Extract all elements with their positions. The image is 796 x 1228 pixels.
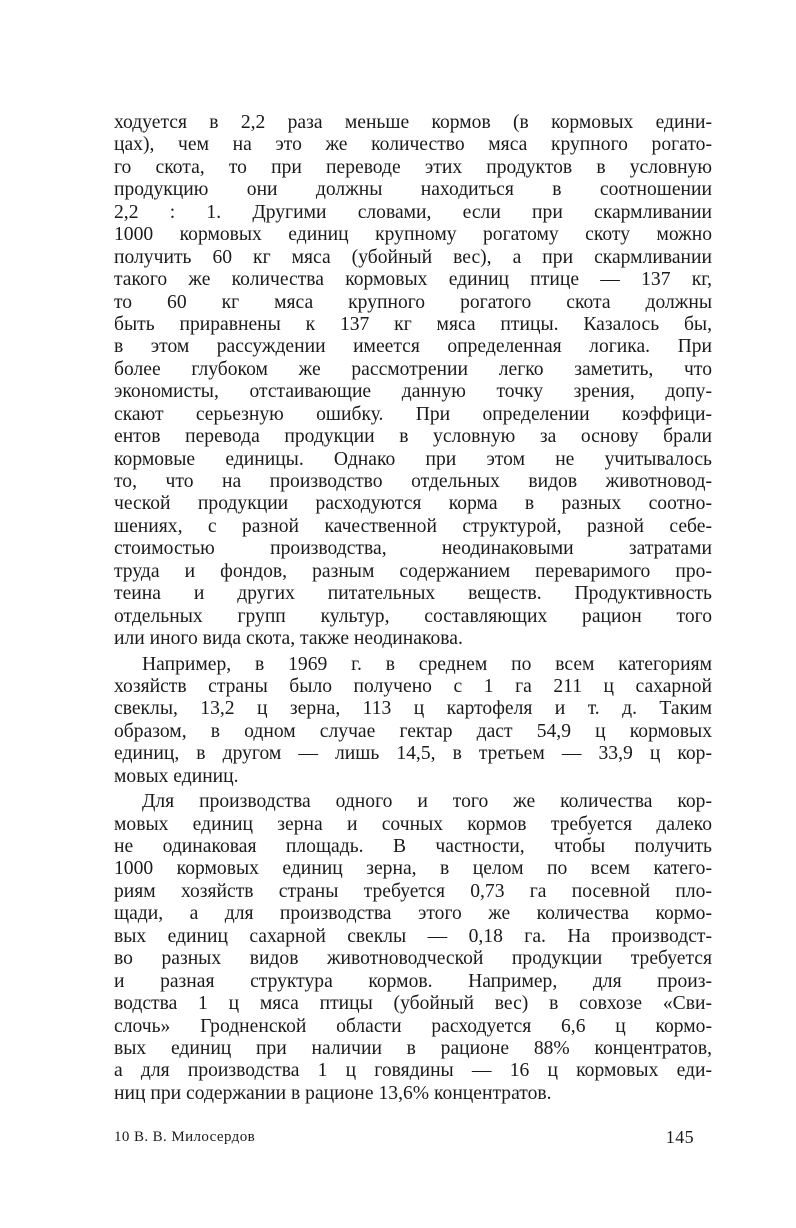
- text-line: ниц при содержании в рационе 13,6% концентратов.: [114, 1082, 552, 1104]
- text-line: вых единиц при наличии в рационе 88% концентратов,: [114, 1037, 712, 1059]
- text-line: то, что на производство отдельных видов животновод-: [114, 471, 712, 492]
- footer-signature: 10 В. В. Милосердов: [114, 1129, 256, 1145]
- text-line: кормовые единицы. Однако при этом не учитывалось: [114, 448, 712, 470]
- text-line: а для производства 1 ц говядины — 16 ц кормовых еди-: [114, 1060, 712, 1082]
- text-line: ческой продукции расходуются корма в разных соотно-: [114, 493, 712, 515]
- page-text: [114, 112, 712, 1105]
- text-line: стоимостью производства, неодинаковыми затратами: [114, 538, 712, 560]
- text-line: мовых единиц зерна и сочных кормов требуется далеко: [114, 813, 712, 835]
- text-line: не одинаковая площадь. В частности, чтобы получить: [114, 836, 712, 857]
- page-number: 145: [665, 1127, 694, 1147]
- text-line: го скота, то при переводе этих продуктов в условную: [114, 156, 712, 178]
- text-line: цах), чем на это же количество мяса крупного рогато-: [114, 134, 712, 156]
- text-line: труда и фондов, разным содержанием переваримого про-: [114, 560, 712, 582]
- paragraph-2: [114, 654, 712, 792]
- text-line: 1000 кормовых единиц зерна, в целом по всем катего-: [114, 858, 712, 880]
- text-line: ходуется в 2,2 раза меньше кормов (в кормовых едини-: [114, 112, 712, 133]
- paragraph-3: [114, 791, 712, 1105]
- text-line: то 60 кг мяса крупного рогатого скота должны: [114, 291, 712, 313]
- text-line: теина и других питательных веществ. Продуктивность: [114, 583, 712, 605]
- text-line: шениях, с разной качественной структурой, разной себе-: [114, 515, 712, 537]
- text-line: 1000 кормовых единиц крупному рогатому скоту можно: [114, 224, 712, 246]
- text-line: во разных видов животноводческой продукции требуется: [114, 948, 712, 970]
- text-line: быть приравнены к 137 кг мяса птицы. Казалось бы,: [114, 313, 712, 335]
- text-line: хозяйств страны было получено с 1 га 211 ц сахарной: [114, 675, 712, 697]
- text-line: водства 1 ц мяса птицы (убойный вес) в совхозе «Сви-: [114, 993, 712, 1015]
- text-line: ентов перевода продукции в условную за основу брали: [114, 426, 712, 448]
- text-line: более глубоком же рассмотрении легко заметить, что: [114, 358, 712, 380]
- text-line: единиц, в другом — лишь 14,5, в третьем — 33,9 ц кор-: [114, 743, 712, 765]
- text-line: такого же количества кормовых единиц птице — 137 кг,: [114, 269, 712, 291]
- text-line: щади, а для производства этого же количества кормо-: [114, 903, 712, 925]
- text-line: продукцию они должны находиться в соотношении: [114, 179, 712, 201]
- text-line: образом, в одном случае гектар даст 54,9 ц кормовых: [114, 720, 712, 742]
- text-line: вых единиц сахарной свеклы — 0,18 га. На производст-: [114, 925, 712, 947]
- text-line: слочь» Гродненской области расходуется 6,6 ц кормо-: [114, 1015, 712, 1037]
- text-line: и разная структура кормов. Например, для произ-: [114, 970, 712, 992]
- text-line: получить 60 кг мяса (убойный вес), а при скармливании: [114, 246, 712, 268]
- text-line: 2,2 : 1. Другими словами, если при скармливании: [114, 201, 712, 223]
- text-line: экономисты, отстаивающие данную точку зрения, допу-: [114, 381, 712, 403]
- text-line: риям хозяйств страны требуется 0,73 га посевной пло-: [114, 880, 712, 902]
- text-line: Например, в 1969 г. в среднем по всем категориям: [142, 653, 712, 675]
- text-line: или иного вида скота, также неодинакова.: [114, 628, 463, 650]
- text-line: свеклы, 13,2 ц зерна, 113 ц картофеля и т. д. Таким: [114, 698, 712, 720]
- text-line: скают серьезную ошибку. При определении коэффици-: [114, 403, 712, 425]
- text-line: отдельных групп культур, составляющих рацион того: [114, 605, 712, 627]
- page-footer: [114, 1126, 712, 1148]
- text-line: мовых единиц.: [114, 765, 239, 787]
- text-line: в этом рассуждении имеется определенная логика. При: [114, 336, 712, 358]
- paragraph-1: [114, 112, 712, 654]
- text-line: Для производства одного и того же количества кор-: [142, 791, 712, 813]
